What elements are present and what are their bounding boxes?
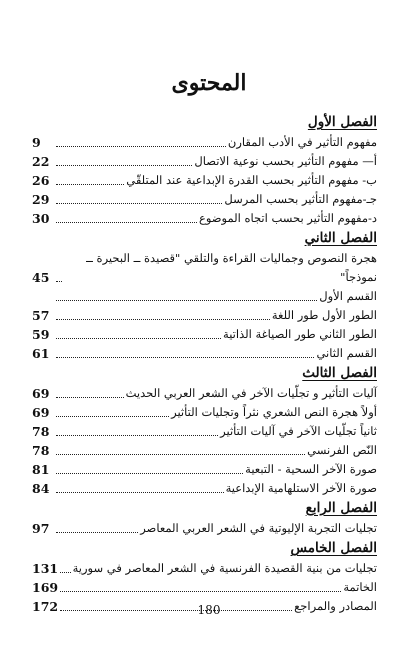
toc-entry-text: مفهوم التأثير في الأدب المقارن	[227, 135, 377, 149]
chapter-heading: الفصل الثالث	[302, 365, 377, 381]
toc-entry-text: القسم الأول	[319, 289, 377, 303]
dot-leader	[56, 356, 314, 358]
toc-entry	[32, 152, 377, 171]
toc-entry-text: هجرة النصوص وجماليات القراءة والتلقي "قصيدة ــ البحيرة ــ نموذجاً"	[86, 251, 377, 284]
chapter-heading: الفصل الرابع	[305, 500, 377, 516]
toc-entry	[32, 306, 377, 325]
dot-leader	[56, 183, 124, 185]
table-of-contents	[32, 112, 377, 616]
dot-leader	[56, 318, 270, 320]
toc-entry-text: ب- مفهوم التأثير بحسب القدرة الإبداعية عند المتلقّي	[126, 173, 377, 187]
toc-entry	[32, 344, 377, 363]
toc-entry-text: صورة الآخر الاستلهامية الإبداعية	[225, 481, 377, 495]
toc-page-number: 81	[32, 462, 50, 477]
toc-entry	[32, 559, 377, 578]
toc-page-number: 69	[32, 405, 50, 420]
dot-leader	[56, 145, 226, 147]
toc-entry-text: أولاً هجرة النص الشعري نثراً وتجليات التأثير	[171, 405, 377, 419]
toc-entry-text: الخاتمة	[343, 580, 377, 594]
page-number: 180	[197, 603, 221, 617]
toc-entry	[32, 249, 377, 287]
toc-page-number: 84	[32, 481, 50, 496]
toc-page-number: 22	[32, 154, 50, 169]
toc-entry	[32, 209, 377, 228]
toc-page-number: 169	[32, 580, 59, 595]
dot-leader	[56, 337, 221, 339]
toc-entry	[32, 460, 377, 479]
toc-entry-text: الطور الأول طور اللغة	[271, 308, 377, 322]
dot-leader	[56, 434, 218, 436]
toc-entry-text: جـ-مفهوم التأثير بحسب المرسل	[224, 192, 377, 206]
dot-leader	[56, 299, 317, 301]
toc-page-number: 30	[32, 211, 50, 226]
dot-leader	[56, 202, 222, 204]
dot-leader	[60, 571, 71, 573]
toc-entry-text: المصادر والمراجع	[294, 599, 377, 613]
dot-leader	[56, 415, 169, 417]
dot-leader	[56, 472, 243, 474]
toc-entry-text: تجليات التجربة الإليوتية في الشعر العربي المعاصر	[140, 521, 377, 535]
dot-leader	[56, 491, 224, 493]
toc-entry	[32, 171, 377, 190]
dot-leader	[56, 280, 62, 282]
toc-page-number: 45	[32, 270, 50, 285]
toc-page-number: 78	[32, 443, 50, 458]
toc-entry	[32, 133, 377, 152]
toc-entry	[32, 190, 377, 209]
toc-entry	[32, 578, 377, 597]
toc-page-number: 172	[32, 599, 59, 614]
toc-entry-text: تجليات من بنية القصيدة الفرنسية في الشعر المعاصر في سورية	[72, 561, 377, 575]
dot-leader	[56, 396, 124, 398]
toc-entry-text: ثانياً تجلّيات الآخر في آليات التأثير	[220, 424, 377, 438]
toc-entry-text: القسم الثاني	[316, 346, 377, 360]
toc-page-number: 61	[32, 346, 50, 361]
toc-entry-text: أ— مفهوم التأثير بحسب نوعية الاتصال	[194, 154, 377, 168]
toc-page-number: 59	[32, 327, 50, 342]
toc-entry-text: د-مفهوم التأثير بحسب اتجاه الموضوع	[198, 211, 377, 225]
dot-leader	[56, 164, 192, 166]
toc-page-number: 69	[32, 386, 50, 401]
toc-entry-text: النّص الفرنسي	[307, 443, 377, 457]
toc-entry-text: آليات التأثير و تجلّيات الآخر في الشعر العربي الحديث	[125, 386, 377, 400]
toc-page-number: 26	[32, 173, 50, 188]
chapter-heading: الفصل الثاني	[304, 230, 377, 246]
toc-entry	[32, 403, 377, 422]
toc-entry	[32, 479, 377, 498]
toc-entry	[32, 384, 377, 403]
page-title: المحتوى	[171, 70, 247, 96]
chapter-heading: الفصل الخامس	[290, 540, 377, 556]
toc-entry	[32, 422, 377, 441]
chapter-heading: الفصل الأول	[307, 114, 377, 130]
toc-page-number: 97	[32, 521, 50, 536]
toc-page-number: 131	[32, 561, 59, 576]
toc-entry	[32, 519, 377, 538]
toc-page-number: 29	[32, 192, 50, 207]
toc-entry-text: الطور الثاني طور الصياغة الذاتية	[223, 327, 377, 341]
toc-entry	[32, 325, 377, 344]
toc-page-number: 57	[32, 308, 50, 323]
dot-leader	[56, 531, 138, 533]
toc-entry	[32, 287, 377, 306]
toc-entry-text: صورة الآخر السحية - التبعية	[245, 462, 377, 476]
toc-page-number: 78	[32, 424, 50, 439]
dot-leader	[56, 221, 197, 223]
toc-entry	[32, 441, 377, 460]
toc-page-number: 9	[32, 135, 41, 150]
dot-leader	[60, 590, 341, 592]
dot-leader	[56, 453, 305, 455]
